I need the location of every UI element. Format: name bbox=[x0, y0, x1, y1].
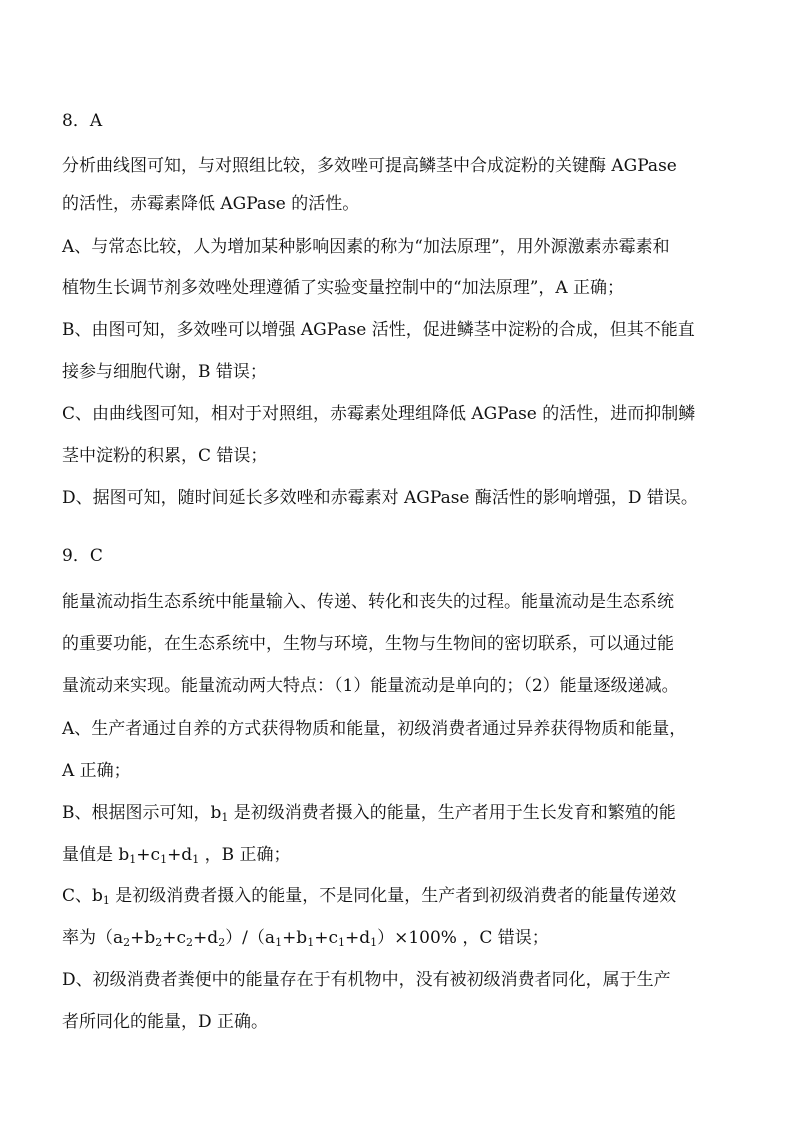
q9-c-l2-e: ）/（a bbox=[225, 928, 276, 948]
q8-option-b-line-1: B、由图可知，多效唑可以增强 AGPase 活性，促进鳞茎中淀粉的合成，但其不能直 bbox=[62, 320, 695, 340]
q9-c-l1-before: C、b bbox=[62, 886, 103, 906]
q8-option-b-line-2: 接参与细胞代谢，B 错误； bbox=[62, 362, 267, 382]
q9-c-l2-s4: 2 bbox=[218, 936, 226, 949]
q9-c-l2-s2: 2 bbox=[155, 936, 163, 949]
q9-option-d-line-2: 者所同化的能量，D 正确。 bbox=[62, 1012, 269, 1032]
q9-c-l2-s8: 1 bbox=[370, 936, 378, 949]
q8-option-a-line-2: 植物生长调节剂多效唑处理遵循了实验变量控制中的“加法原理”，A 正确； bbox=[62, 278, 625, 298]
q9-c-l2-d: +d bbox=[193, 928, 219, 948]
q9-analysis-line-3: 量流动来实现。能量流动两大特点：（1）能量流动是单向的；（2）能量逐级递减。 bbox=[62, 676, 679, 696]
q9-c-l2-s6: 1 bbox=[307, 936, 315, 949]
q9-b-l2-before: 量值是 b bbox=[62, 845, 130, 865]
q9-c-l2-h: +d bbox=[344, 928, 371, 948]
q9-option-a-line-2: A 正确； bbox=[62, 761, 131, 781]
q9-c-l2-g: +c bbox=[314, 928, 338, 948]
q9-b-l2-sub3: 1 bbox=[192, 853, 200, 866]
q9-b-l2-mid1: +c bbox=[136, 845, 161, 865]
q9-option-a-line-1: A、生产者通过自养的方式获得物质和能量，初级消费者通过异养获得物质和能量， bbox=[62, 719, 687, 739]
q9-b-l1-sub: 1 bbox=[221, 811, 229, 824]
q9-c-l2-b: +b bbox=[130, 928, 156, 948]
q9-option-b-line-1 bbox=[62, 802, 676, 824]
q9-c-l2-i: ）×100% ，C 错误； bbox=[377, 928, 549, 948]
q9-c-l2-a: 率为（a bbox=[62, 928, 124, 948]
q8-option-c-line-1: C、由曲线图可知，相对于对照组，赤霉素处理组降低 AGPase 的活性，进而抑制鳞 bbox=[62, 404, 696, 424]
q9-option-c-line-2 bbox=[62, 927, 549, 949]
q9-option-b-line-2 bbox=[62, 844, 291, 866]
q9-option-c-line-1 bbox=[62, 885, 676, 907]
q9-b-l1-after: 是初级消费者摄入的能量，生产者用于生长发育和繁殖的能 bbox=[228, 803, 676, 823]
q9-analysis-line-1: 能量流动指生态系统中能量输入、传递、转化和丧失的过程。能量流动是生态系统 bbox=[62, 592, 674, 612]
q8-analysis-line-2: 的活性，赤霉素降低 AGPase 的活性。 bbox=[62, 194, 360, 214]
q9-b-l2-sub2: 1 bbox=[160, 853, 168, 866]
q9-c-l1-after: 是初级消费者摄入的能量，不是同化量，生产者到初级消费者的能量传递效 bbox=[109, 886, 677, 906]
q8-option-c-line-2: 茎中淀粉的积累，C 错误； bbox=[62, 446, 268, 466]
q9-c-l1-sub: 1 bbox=[102, 894, 110, 907]
q9-c-l2-s5: 1 bbox=[275, 936, 283, 949]
q8-number: 8．A bbox=[62, 111, 103, 131]
q8-option-a-line-1: A、与常态比较，人为增加某种影响因素的称为“加法原理”，用外源激素赤霉素和 bbox=[62, 237, 670, 257]
q9-c-l2-f: +b bbox=[282, 928, 308, 948]
q8-option-d-line-1: D、据图可知，随时间延长多效唑和赤霉素对 AGPase 酶活性的影响增强，D 错误。 bbox=[62, 488, 698, 508]
q9-c-l2-s1: 2 bbox=[123, 936, 131, 949]
q9-analysis-line-2: 的重要功能，在生态系统中，生物与环境，生物与生物间的密切联系，可以通过能 bbox=[62, 634, 674, 654]
q9-option-d-line-1: D、初级消费者粪便中的能量存在于有机物中，没有被初级消费者同化，属于生产 bbox=[62, 970, 671, 990]
q9-b-l1-before: B、根据图示可知，b bbox=[62, 803, 222, 823]
q9-number: 9．C bbox=[62, 546, 103, 566]
q9-c-l2-c: +c bbox=[162, 928, 187, 948]
q9-b-l2-after: ，B 正确； bbox=[199, 845, 291, 865]
q9-b-l2-sub1: 1 bbox=[129, 853, 137, 866]
q8-analysis-line-1: 分析曲线图可知，与对照组比较，多效唑可提高鳞茎中合成淀粉的关键酶 AGPase bbox=[62, 156, 677, 176]
q9-c-l2-s3: 2 bbox=[186, 936, 194, 949]
q9-b-l2-mid2: +d bbox=[167, 845, 193, 865]
q9-c-l2-s7: 1 bbox=[337, 936, 345, 949]
